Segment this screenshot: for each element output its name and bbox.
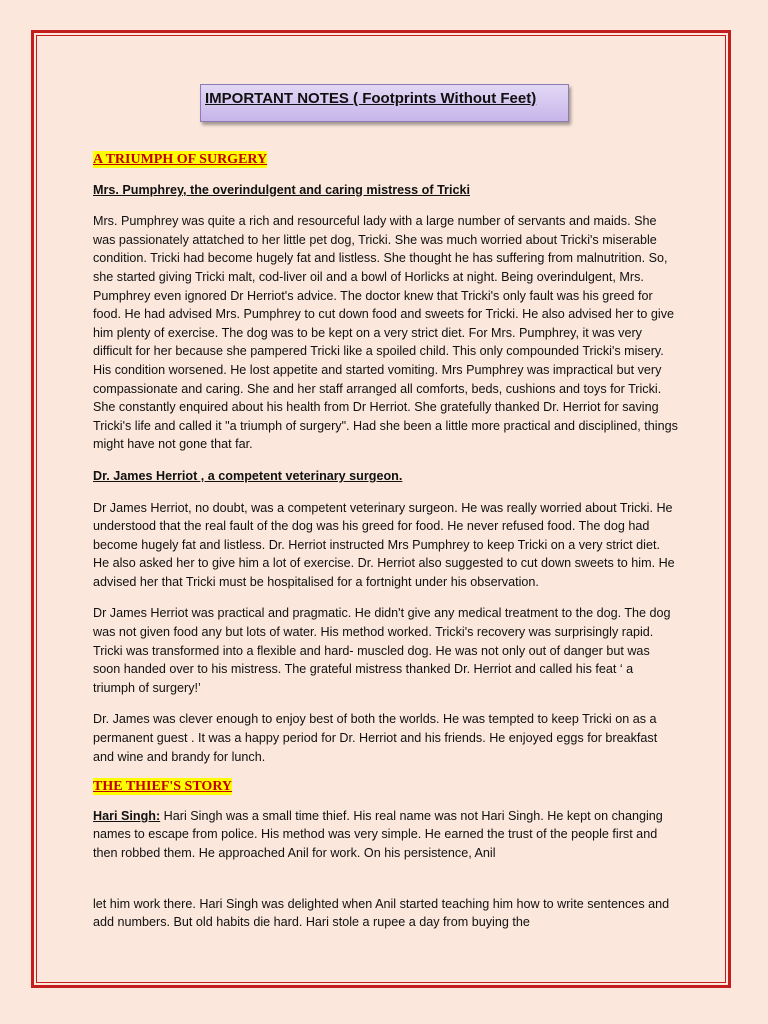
title-box [200, 84, 569, 122]
paragraph-hari-singh-1 [93, 807, 678, 863]
paragraph-hari-singh-2: let him work there. Hari Singh was delighted when Anil started teaching him how to write sentences and add numbers. But old habits die hard. Hari stole a rupee a day from buying the [93, 896, 670, 930]
paragraph-herriot-1: Dr James Herriot, no doubt, was a competent veterinary surgeon. He was really worried about Tricki. He understood that the real fault of the dog was his greed for food. He never refused food. The dog had become hugely fat and listless. Dr. Herriot instructed Mrs Pumphrey to keep Tricki on a very strict diet. He also asked her to give him a lot of exercise. Dr. Herriot also suggested to cut down sweets to him. He advised her that Tricki must be hospitalised for a fortnight under his observation. [93, 500, 675, 589]
subheading-mrs-pumphrey: Mrs. Pumphrey, the overindulgent and caring mistress of Tricki [93, 182, 470, 197]
subheading-dr-herriot: Dr. James Herriot , a competent veterinary surgeon. [93, 468, 403, 483]
paragraph-herriot-3: Dr. James was clever enough to enjoy best of both the worlds. He was tempted to keep Tricki on as a permanent guest . It was a happy period for Dr. Herriot and his friends. He enjoyed eggs for breakfast and wine and brandy for lunch. [93, 712, 658, 764]
section-heading-thief: THE THIEF'S STORY [93, 779, 233, 795]
paragraph-mrs-pumphrey: Mrs. Pumphrey was quite a rich and resourceful lady with a large number of servants and maids. She was passionately attatched to her little pet dog, Tricki. She was much worried about Tricki's miserable condition. Tricki had become hugely fat and listless. She thought he has suffering from malnutrition. So, she started giving Tricki malt, cod-liver oil and a bowl of Horlicks at night. Being overindulgent, Mrs. Pumphrey even ignored Dr Herriot's advice. The doctor knew that Tricki's only fault was his greed for food. He had advised Mrs. Pumphrey to cut down food and sweets for Tricki. He also advised her to give him plenty of exercise. The dog was to be kept on a very strict diet. For Mrs. Pumphrey, it was very difficult for her because she pampered Tricki like a spoiled child. This only compounded Tricki's misery. His condition worsened. He lost appetite and started vomiting. Mrs Pumphrey was impractical but very compassionate and caring. She and her staff arranged all comforts, beds, cushions and toys for Tricki. She constantly enquired about his health from Dr Herriot. She gratefully thanked Dr. Herriot for saving Tricki's life and called it "a triumph of surgery". Had she been a little more practical and disciplined, things might have not gone that far. [93, 214, 678, 452]
section-heading-triumph: A TRIUMPH OF SURGERY [93, 152, 268, 167]
document-body [93, 150, 678, 932]
page-title: IMPORTANT NOTES ( Footprints Without Feet) [205, 90, 537, 107]
paragraph-herriot-2: Dr James Herriot was practical and pragmatic. He didn't give any medical treatment to the dog. The dog was not given food any but lots of water. His method worked. Tricki's recovery was surprisingly rapid. Tricki was transformed into a flexible and hard- muscled dog. He was not only out of danger but was soon handed over to his mistress. The grateful mistress thanked Dr. Herriot and called his feat ‘ a triumph of surgery!’ [93, 606, 671, 695]
hari-singh-label: Hari Singh: [93, 808, 161, 823]
hari-singh-text: Hari Singh was a small time thief. His real name was not Hari Singh. He kept on changing names to escape from police. His method was very simple. He earned the trust of the people first and then robbed them. He approached Anil for work. On his persistence, Anil [93, 808, 663, 860]
